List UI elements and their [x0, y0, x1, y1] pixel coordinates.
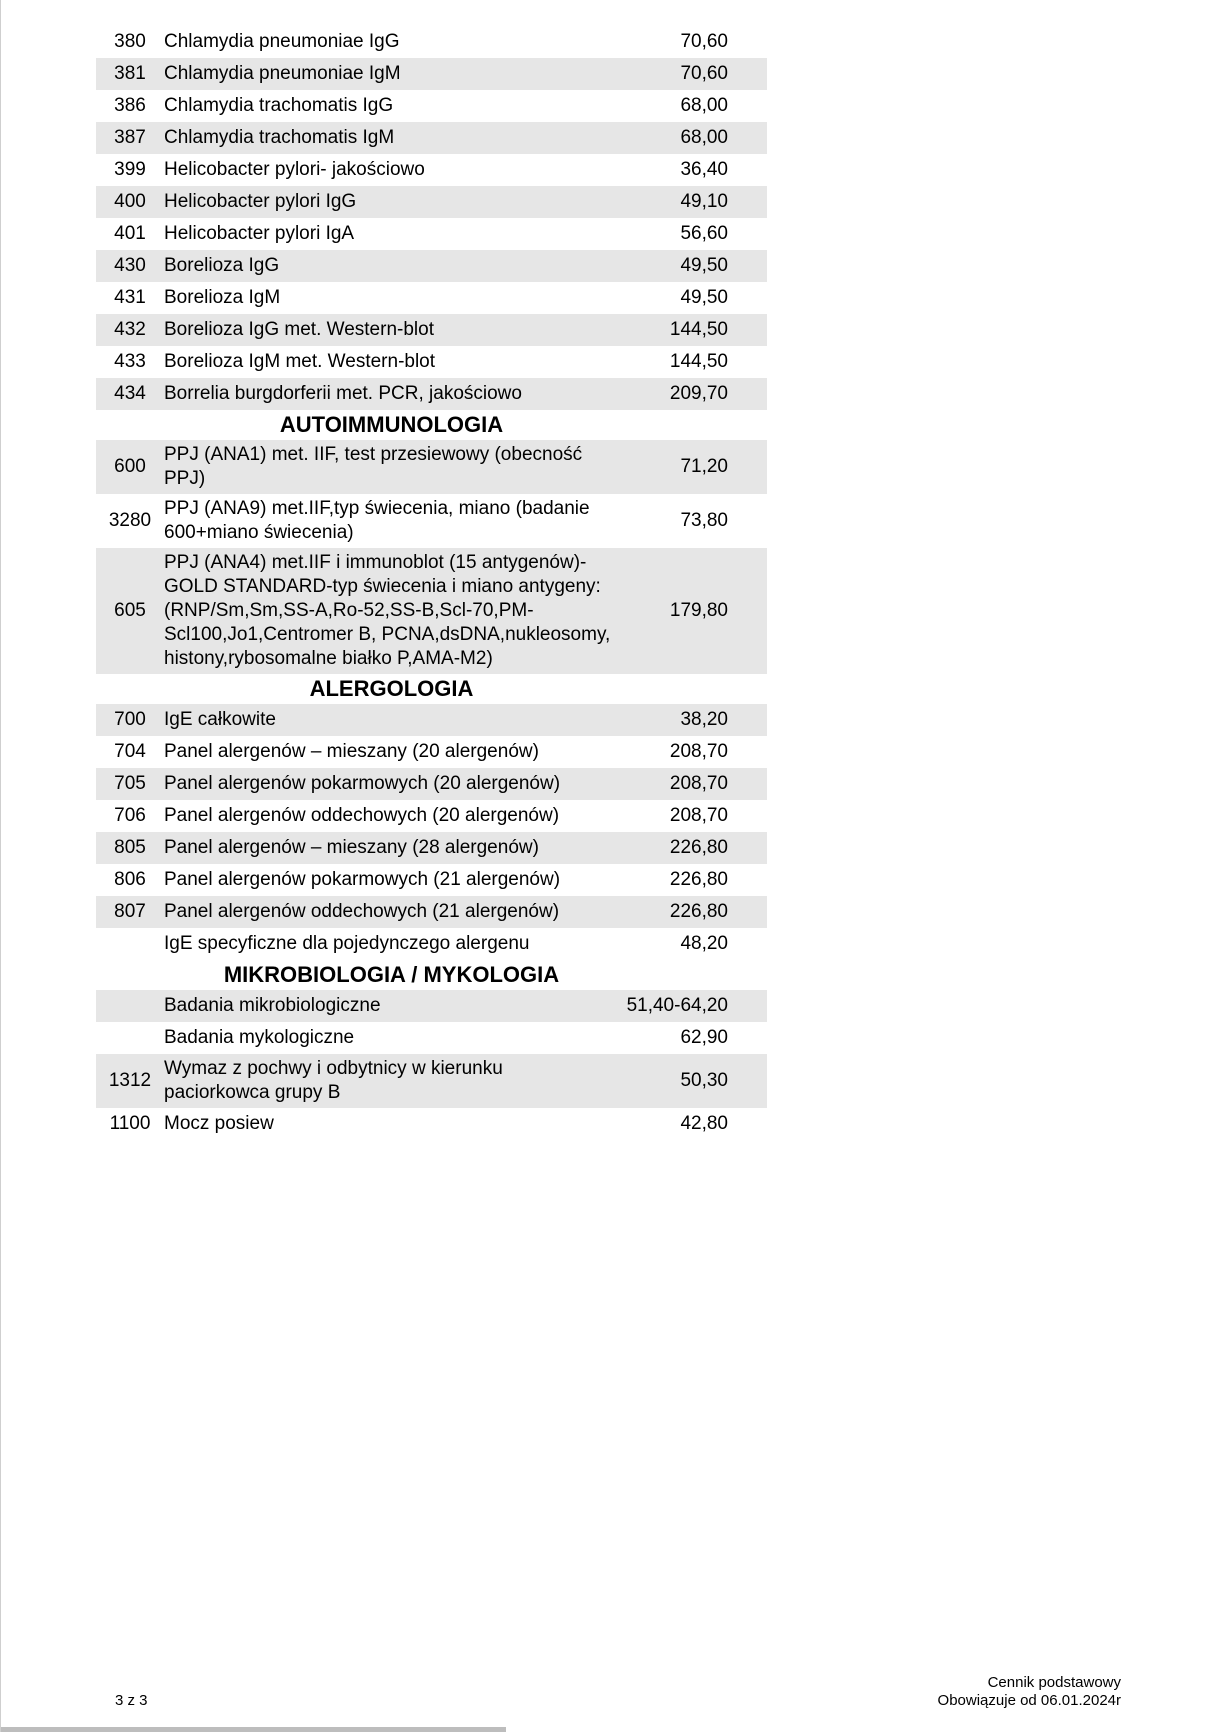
footer-valid-from: Obowiązuje od 06.01.2024r — [937, 1692, 1121, 1709]
price-cell: 226,80 — [669, 901, 728, 922]
code-cell: 1312 — [108, 1070, 152, 1091]
table-row — [96, 250, 767, 282]
table-row — [96, 1054, 767, 1108]
price-cell: 208,70 — [669, 741, 728, 762]
code-cell: 381 — [114, 63, 146, 84]
name-cell: IgE całkowite — [164, 709, 276, 730]
table-row — [96, 548, 767, 674]
table-row — [96, 154, 767, 186]
code-cell: 432 — [114, 319, 146, 340]
name-cell: Panel alergenów pokarmowych (20 alergenów) — [164, 773, 561, 794]
name-cell: PPJ (ANA4) met.IIF i immunoblot (15 antygenów)-GOLD STANDARD-typ świecenia i miano antygeny: (RNP/Sm,Sm,SS-A,Ro-52,SS-B,Scl-70,PM-Scl100,Jo1,Centromer B, PCNA,dsDNA,nukleosomy, histony,rybosomalne białko P,AMA-M2) — [164, 552, 611, 669]
table-row — [96, 378, 767, 410]
code-cell: 706 — [114, 805, 146, 826]
table-row — [96, 314, 767, 346]
table-row — [96, 58, 767, 90]
name-cell: Panel alergenów – mieszany (20 alergenów) — [164, 741, 539, 762]
table-row — [96, 440, 767, 494]
code-cell: 806 — [114, 869, 146, 890]
price-cell: 50,30 — [680, 1070, 728, 1091]
price-cell: 208,70 — [669, 773, 728, 794]
name-cell: Helicobacter pylori- jakościowo — [164, 159, 425, 180]
table-row — [96, 800, 767, 832]
code-cell: 704 — [114, 741, 146, 762]
price-cell: 71,20 — [680, 456, 728, 477]
code-cell: 400 — [114, 191, 146, 212]
name-cell: Borelioza IgG met. Western-blot — [164, 319, 434, 340]
section-header: MIKROBIOLOGIA / MYKOLOGIA — [223, 962, 560, 987]
price-cell: 209,70 — [669, 383, 728, 404]
table-row — [96, 346, 767, 378]
page-edge-strip — [1, 1727, 506, 1732]
table-row — [96, 122, 767, 154]
code-cell: 433 — [114, 351, 146, 372]
price-cell: 70,60 — [680, 63, 728, 84]
price-cell: 68,00 — [680, 127, 728, 148]
price-cell: 38,20 — [680, 709, 728, 730]
name-cell: Helicobacter pylori IgG — [164, 191, 357, 212]
price-cell: 68,00 — [680, 95, 728, 116]
name-cell: Panel alergenów pokarmowych (21 alergenów) — [164, 869, 561, 890]
price-cell: 208,70 — [669, 805, 728, 826]
price-table — [96, 26, 767, 1140]
price-cell: 42,80 — [680, 1113, 728, 1134]
table-row — [96, 832, 767, 864]
table-row — [96, 1108, 767, 1140]
name-cell: Chlamydia trachomatis IgG — [164, 95, 394, 116]
code-cell: 380 — [114, 31, 146, 52]
code-cell: 700 — [114, 709, 146, 730]
table-row — [96, 704, 767, 736]
price-cell: 73,80 — [680, 510, 728, 531]
name-cell: Chlamydia pneumoniae IgM — [164, 63, 401, 84]
table-row — [96, 768, 767, 800]
footer-pricelist-name: Cennik podstawowy — [987, 1674, 1121, 1691]
price-cell: 144,50 — [669, 319, 728, 340]
name-cell: Borelioza IgG — [164, 255, 280, 276]
price-cell: 179,80 — [669, 600, 728, 621]
price-cell: 144,50 — [669, 351, 728, 372]
section-header: AUTOIMMUNOLOGIA — [279, 412, 504, 437]
price-cell: 49,50 — [680, 255, 728, 276]
name-cell: Panel alergenów – mieszany (28 alergenów) — [164, 837, 539, 858]
name-cell: Borelioza IgM met. Western-blot — [164, 351, 436, 372]
table-row — [96, 1022, 767, 1054]
price-cell: 62,90 — [680, 1027, 728, 1048]
table-row — [96, 494, 767, 548]
name-cell: Borelioza IgM — [164, 287, 281, 308]
name-cell: Helicobacter pylori IgA — [164, 223, 355, 244]
code-cell: 399 — [114, 159, 146, 180]
price-cell: 36,40 — [680, 159, 728, 180]
name-cell: Panel alergenów oddechowych (20 alergenów) — [164, 805, 560, 826]
name-cell: PPJ (ANA9) met.IIF,typ świecenia, miano (badanie 600+miano świecenia) — [164, 498, 590, 543]
price-cell: 48,20 — [680, 933, 728, 954]
page-number: 3 z 3 — [115, 1692, 148, 1709]
table-row — [96, 90, 767, 122]
price-cell: 226,80 — [669, 837, 728, 858]
price-cell: 49,10 — [680, 191, 728, 212]
table-row — [96, 896, 767, 928]
table-row — [96, 864, 767, 896]
code-cell: 386 — [114, 95, 146, 116]
name-cell: Chlamydia pneumoniae IgG — [164, 31, 400, 52]
name-cell: IgE specyficzne dla pojedynczego alergenu — [164, 933, 530, 954]
name-cell: PPJ (ANA1) met. IIF, test przesiewowy (obecność PPJ) — [164, 444, 583, 489]
name-cell: Panel alergenów oddechowych (21 alergenów) — [164, 901, 560, 922]
code-cell: 605 — [114, 600, 146, 621]
price-cell: 51,40-64,20 — [626, 995, 728, 1016]
name-cell: Mocz posiew — [164, 1113, 274, 1134]
price-cell: 56,60 — [680, 223, 728, 244]
table-row — [96, 990, 767, 1022]
code-cell: 600 — [114, 456, 146, 477]
price-cell: 226,80 — [669, 869, 728, 890]
code-cell: 3280 — [108, 510, 152, 531]
name-cell: Chlamydia trachomatis IgM — [164, 127, 395, 148]
table-row — [96, 928, 767, 960]
table-row — [96, 282, 767, 314]
name-cell: Badania mikrobiologiczne — [164, 995, 381, 1016]
price-cell: 70,60 — [680, 31, 728, 52]
code-cell: 431 — [114, 287, 146, 308]
code-cell: 430 — [114, 255, 146, 276]
code-cell: 401 — [114, 223, 146, 244]
code-cell: 434 — [114, 383, 146, 404]
table-row — [96, 736, 767, 768]
name-cell: Borrelia burgdorferii met. PCR, jakościowo — [164, 383, 522, 404]
code-cell: 387 — [114, 127, 146, 148]
name-cell: Wymaz z pochwy i odbytnicy w kierunku paciorkowca grupy B — [164, 1058, 503, 1103]
price-cell: 49,50 — [680, 287, 728, 308]
name-cell: Badania mykologiczne — [164, 1027, 355, 1048]
code-cell: 805 — [114, 837, 146, 858]
section-header: ALERGOLOGIA — [309, 676, 474, 701]
code-cell: 705 — [114, 773, 146, 794]
table-row — [96, 186, 767, 218]
footer-info — [938, 1674, 1121, 1710]
code-cell: 1100 — [109, 1113, 151, 1134]
table-row — [96, 26, 767, 58]
table-row — [96, 218, 767, 250]
code-cell: 807 — [114, 901, 146, 922]
